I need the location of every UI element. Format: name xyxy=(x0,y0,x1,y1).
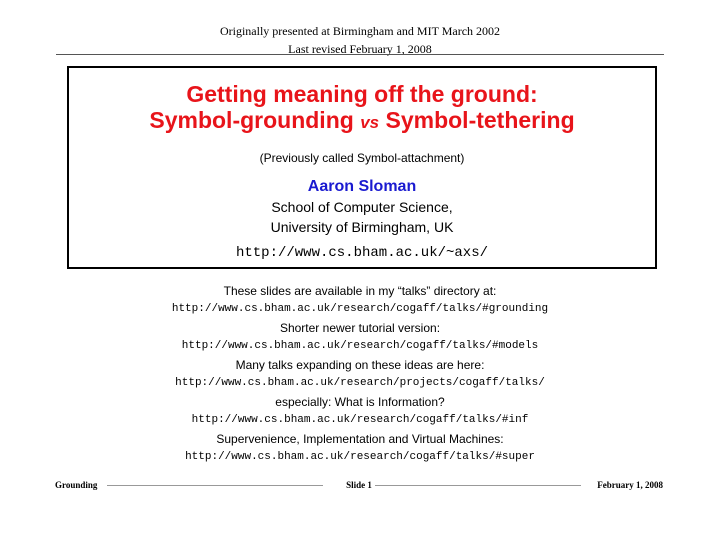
footer-slide-number: Slide 1 xyxy=(343,480,375,490)
link-url-inf[interactable]: http://www.cs.bham.ac.uk/research/cogaff/talks/#inf xyxy=(191,414,529,426)
title-line-2 xyxy=(69,107,655,136)
slide-header xyxy=(0,22,720,58)
title-box xyxy=(67,66,657,269)
affiliation-line-2: University of Birmingham, UK xyxy=(270,219,454,235)
link-url-super[interactable]: http://www.cs.bham.ac.uk/research/cogaff/talks/#super xyxy=(185,451,535,463)
header-presented-line: Originally presented at Birmingham and MIT March 2002 xyxy=(219,24,501,38)
header-divider xyxy=(56,54,664,55)
author-homepage-link[interactable]: http://www.cs.bham.ac.uk/~axs/ xyxy=(235,245,489,261)
footer-slide-number-wrap xyxy=(55,478,663,492)
link-description: Supervenience, Implementation and Virtual Machines: xyxy=(216,432,504,446)
link-url-grounding[interactable]: http://www.cs.bham.ac.uk/research/cogaff/talks/#grounding xyxy=(171,303,549,315)
link-group-slides xyxy=(0,283,720,319)
header-revised-line: Last revised February 1, 2008 xyxy=(288,42,432,56)
link-group-tutorial xyxy=(0,320,720,356)
title-symbol-tethering: Symbol-tethering xyxy=(385,107,575,133)
footer-topic: Grounding xyxy=(55,480,98,490)
link-description: especially: What is Information? xyxy=(275,395,445,409)
slide-footer xyxy=(55,478,663,492)
link-url-talks[interactable]: http://www.cs.bham.ac.uk/research/projects/cogaff/talks/ xyxy=(175,377,545,389)
link-group-information xyxy=(0,394,720,430)
link-description: These slides are available in my “talks” directory at: xyxy=(223,284,497,298)
title-symbol-grounding: Symbol-grounding xyxy=(149,107,354,133)
link-description: Many talks expanding on these ideas are here: xyxy=(235,358,485,372)
subtitle: (Previously called Symbol-attachment) xyxy=(259,151,465,165)
link-group-supervenience xyxy=(0,431,720,467)
link-url-models[interactable]: http://www.cs.bham.ac.uk/research/cogaff/talks/#models xyxy=(181,340,539,352)
title-line-1: Getting meaning off the ground: xyxy=(186,81,538,107)
footer-date: February 1, 2008 xyxy=(597,480,663,490)
link-group-talks xyxy=(0,357,720,393)
affiliation-line-1: School of Computer Science, xyxy=(271,199,453,215)
link-description: Shorter newer tutorial version: xyxy=(279,321,441,335)
slide-title xyxy=(69,81,655,136)
title-vs: vs xyxy=(360,113,380,132)
links-section xyxy=(0,283,720,468)
author-name: Aaron Sloman xyxy=(307,178,417,195)
